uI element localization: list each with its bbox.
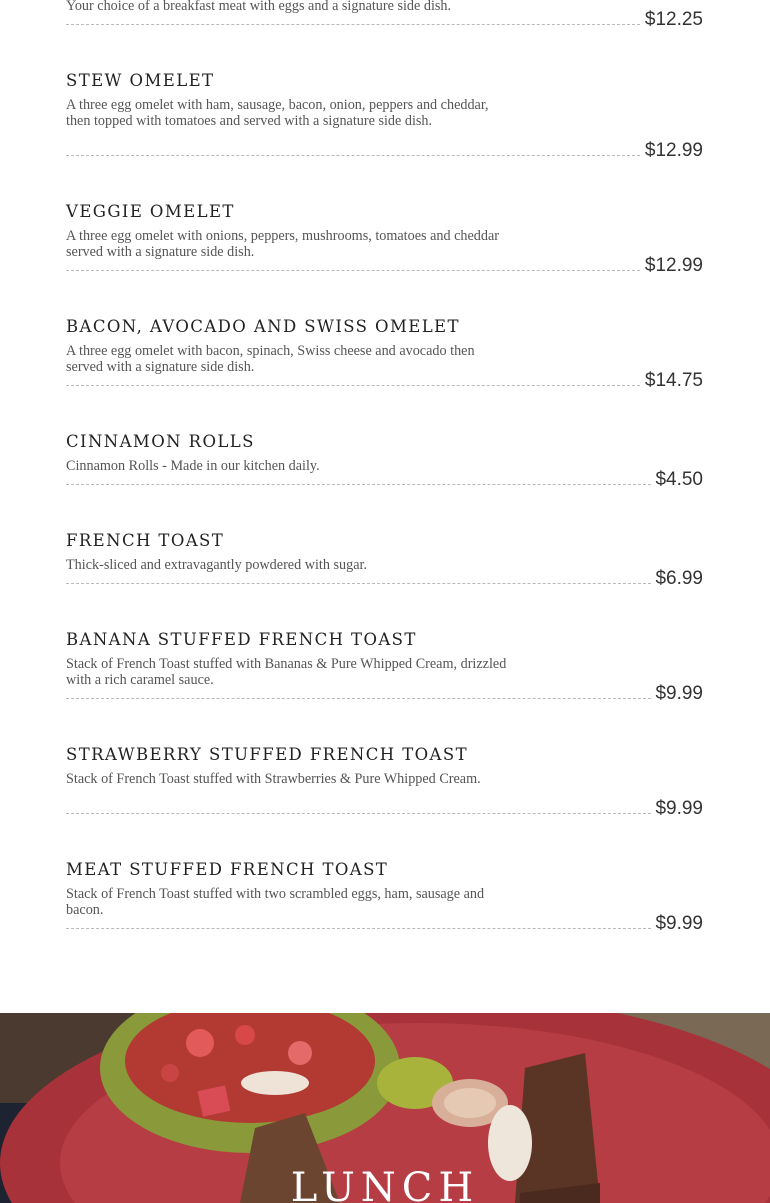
menu-item — [66, 531, 703, 595]
dotted-leader — [66, 928, 651, 929]
menu-item-price: $12.99 — [644, 140, 703, 161]
menu-item-name: VEGGIE OMELET — [66, 202, 235, 221]
menu-item-price: $12.25 — [644, 9, 703, 30]
menu-item-description: A three egg omelet with bacon, spinach, Swiss cheese and avocado then served with a signature side dish. — [66, 343, 475, 375]
menu-item-description: Cinnamon Rolls - Made in our kitchen daily. — [66, 458, 320, 474]
menu-item — [66, 0, 703, 32]
menu-item — [66, 860, 703, 940]
menu-item-name: BANANA STUFFED FRENCH TOAST — [66, 630, 417, 649]
dotted-leader — [66, 270, 640, 271]
menu-item-name: FRENCH TOAST — [66, 531, 225, 550]
menu-item-price: $9.99 — [655, 913, 703, 934]
menu-item-name: CINNAMON ROLLS — [66, 432, 255, 451]
menu-item-price: $4.50 — [655, 469, 703, 490]
menu-item-name: BACON, AVOCADO AND SWISS OMELET — [66, 317, 460, 336]
dotted-leader — [66, 24, 640, 25]
menu-item-description: Stack of French Toast stuffed with Bananas & Pure Whipped Cream, drizzled with a rich caramel sauce. — [66, 656, 507, 688]
menu-item-price: $9.99 — [655, 798, 703, 819]
menu-item-description: Your choice of a breakfast meat with eggs and a signature side dish. — [66, 0, 452, 14]
menu-item-description: A three egg omelet with ham, sausage, bacon, onion, peppers and cheddar, then topped with tomatoes and served with a signature side dish. — [66, 97, 489, 129]
menu-item-price: $14.75 — [644, 370, 703, 391]
menu-item-description: A three egg omelet with onions, peppers, mushrooms, tomatoes and cheddar served with a signature side dish. — [66, 228, 500, 260]
menu-item-price: $12.99 — [644, 255, 703, 276]
menu-item-description: Stack of French Toast stuffed with Strawberries & Pure Whipped Cream. — [66, 771, 481, 787]
menu-item-name: MEAT STUFFED FRENCH TOAST — [66, 860, 389, 879]
lunch-section-banner — [0, 1013, 770, 1203]
menu-item — [66, 432, 703, 496]
menu-item-name: STRAWBERRY STUFFED FRENCH TOAST — [66, 745, 468, 764]
dotted-leader — [66, 813, 651, 814]
menu-item — [66, 745, 703, 825]
menu-item — [66, 71, 703, 171]
dotted-leader — [66, 484, 651, 485]
dotted-leader — [66, 698, 651, 699]
menu-item — [66, 630, 703, 710]
dotted-leader — [66, 385, 640, 386]
menu-item-description: Thick-sliced and extravagantly powdered with sugar. — [66, 557, 367, 573]
menu-item-price: $6.99 — [655, 568, 703, 589]
dotted-leader — [66, 583, 651, 584]
menu-item — [66, 202, 703, 282]
menu-item-name: STEW OMELET — [66, 71, 215, 90]
lunch-section-title: LUNCH — [290, 1165, 480, 1203]
menu-item-description: Stack of French Toast stuffed with two scrambled eggs, ham, sausage and bacon. — [66, 886, 485, 918]
menu-item-price: $9.99 — [655, 683, 703, 704]
dotted-leader — [66, 155, 640, 156]
menu-item — [66, 317, 703, 397]
